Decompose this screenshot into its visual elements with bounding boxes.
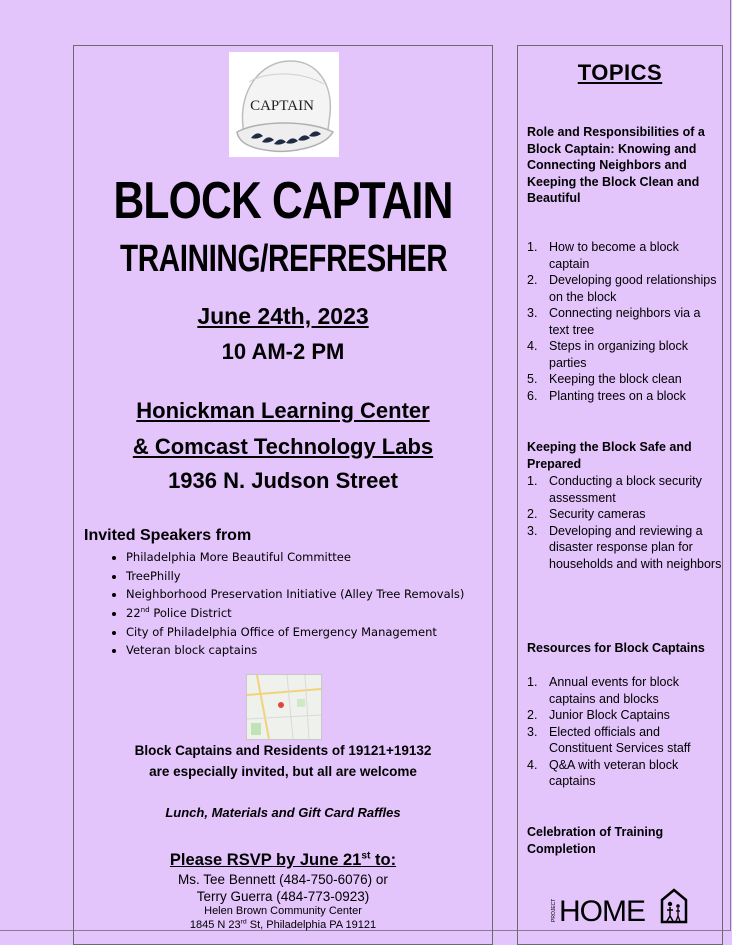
logo-project-text: PROJECT [551, 898, 557, 922]
topic-item: 4. Q&A with veteran block captains [527, 757, 679, 788]
rsvp-heading [74, 851, 492, 870]
flyer-main-panel [73, 45, 493, 945]
org-address-prefix: 1845 N 23 [189, 919, 241, 931]
topic-item: 1. Annual events for block captains and blocks [527, 675, 679, 706]
location-map-image [246, 674, 322, 740]
event-time: 10 AM-2 PM [221, 339, 345, 364]
logo-home-text: HOME [559, 895, 645, 924]
org-address-suffix: St, Philadelphia PA 19121 [246, 919, 377, 931]
topic-section-3-list [527, 674, 722, 790]
speakers-heading: Invited Speakers from [84, 527, 252, 544]
speaker-item: • 22nd Police District [126, 604, 464, 623]
speakers-list [106, 548, 464, 660]
topic-item: 2. Junior Block Captains [527, 708, 670, 722]
topic-section-2-list [527, 473, 722, 572]
invite-line-2: are especially invited, but all are welcome [149, 764, 417, 779]
speaker-item: • Neighborhood Preservation Initiative (Alley Tree Removals) [126, 585, 464, 604]
hat-lettering: CAPTAIN [250, 98, 314, 114]
topic-item: 3. Developing and reviewing a disaster response plan for households and with neighbors [527, 523, 722, 571]
topic-item: 6. Planting trees on a block [527, 388, 686, 403]
topic-item: 3. Elected officials and Constituent Services staff [527, 724, 691, 755]
org-name: Helen Brown Community Center [204, 905, 362, 917]
rsvp-suffix: to: [370, 851, 397, 869]
topic-section-3-heading: Resources for Block Captains [527, 641, 705, 655]
topic-item: 2. Developing good relationships on the block [527, 273, 717, 304]
rsvp-contact-1: Ms. Tee Bennett (484-750-6076) or [178, 872, 388, 887]
captain-hat-image [229, 52, 339, 157]
topic-item: 1. Conducting a block security assessment [527, 474, 702, 505]
event-date: June 24th, 2023 [197, 303, 369, 329]
speaker-item: • TreePhilly [126, 567, 464, 586]
venue-address: 1936 N. Judson Street [168, 468, 398, 493]
org-address [74, 919, 492, 931]
topic-item: 5. Keeping the block clean [527, 372, 682, 386]
topic-section-1-heading: Role and Responsibilities of a Block Captain: Knowing and Connecting Neighbors and Keeping the Block Clean and Beautiful [527, 125, 705, 205]
rsvp-contact-2: Terry Guerra (484-773-0923) [196, 889, 370, 904]
project-home-logo [546, 884, 696, 924]
topic-item: 3. Connecting neighbors via a text tree [527, 306, 701, 337]
rsvp-sup: st [361, 850, 371, 862]
speaker-item: • Veteran block captains [126, 641, 464, 660]
topic-section-1-list [527, 239, 722, 404]
topics-title: TOPICS [577, 60, 663, 85]
flyer-subtitle: TRAINING/REFRESHER [119, 238, 448, 280]
venue-line-1: Honickman Learning Center [136, 398, 430, 423]
topic-section-4-heading: Celebration of Training Completion [527, 825, 664, 856]
speaker-item: • City of Philadelphia Office of Emergency Management [126, 623, 464, 642]
topic-item: 1. How to become a block captain [527, 240, 679, 271]
topics-panel [517, 45, 723, 945]
org-address-sup: rd [240, 918, 247, 926]
invite-line-1: Block Captains and Residents of 19121+19132 [134, 743, 432, 758]
rsvp-prefix: Please RSVP by June 21 [169, 851, 362, 869]
topic-item: 2. Security cameras [527, 507, 646, 521]
flyer-title: BLOCK CAPTAIN [113, 172, 453, 230]
topic-section-2-heading: Keeping the Block Safe and Prepared [527, 440, 692, 471]
topic-item: 4. Steps in organizing block parties [527, 339, 688, 370]
speaker-item: • Philadelphia More Beautiful Committee [126, 548, 464, 567]
lunch-raffles-note: Lunch, Materials and Gift Card Raffles [165, 805, 401, 820]
venue-line-2: & Comcast Technology Labs [132, 434, 434, 459]
